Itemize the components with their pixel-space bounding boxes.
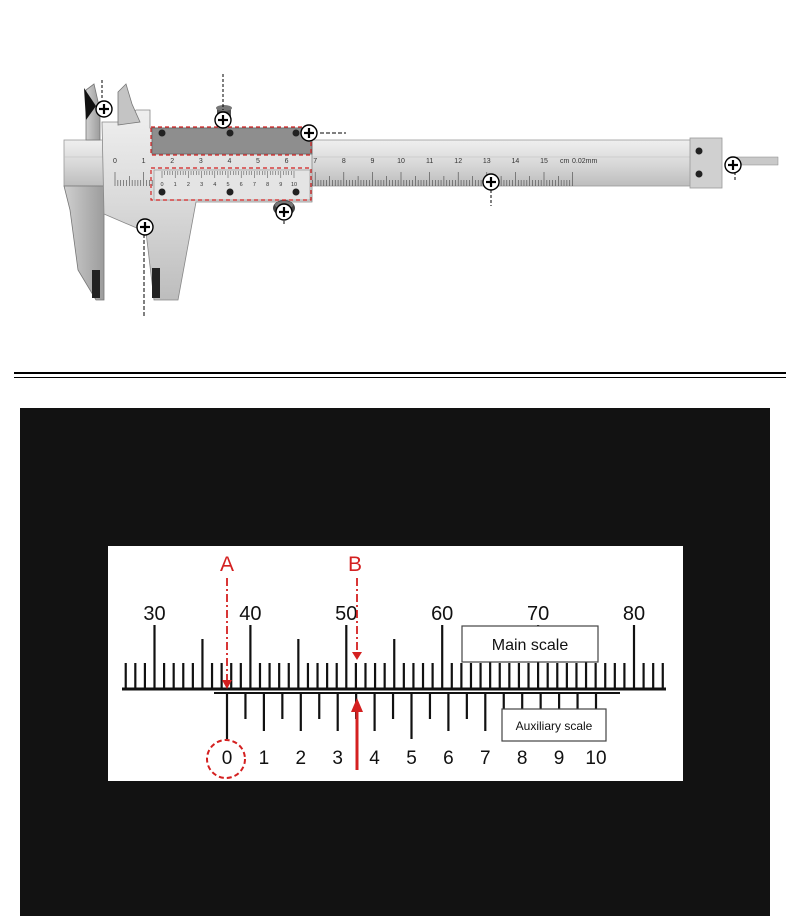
vernier-number: 9 (279, 182, 283, 188)
main-scale-number: 14 (511, 158, 520, 165)
main-scale-number: 8 (341, 158, 346, 165)
main-scale-number: 12 (454, 158, 463, 165)
vernier-number: 1 (173, 182, 177, 188)
main-scale-number: 60 (431, 603, 454, 625)
aux-scale-number: 4 (369, 748, 380, 769)
main-scale-number: 80 (622, 603, 646, 625)
aux-scale-number: 3 (332, 748, 343, 769)
main-scale-number: 2 (170, 158, 175, 165)
main-scale-numbers (143, 603, 645, 625)
aux-scale-number: 6 (443, 748, 454, 769)
main-scale-number: 70 (526, 603, 550, 625)
aux-scale-number: 7 (480, 748, 491, 769)
vernier-number: 10 (290, 182, 298, 188)
aux-scale-numbers (222, 748, 607, 769)
aux-scale-number: 1 (258, 748, 270, 769)
aux-scale-number: 8 (516, 748, 528, 769)
aux-scale-number: 10 (585, 748, 607, 769)
main-scale-number: 50 (335, 603, 358, 625)
callout-plus-icon (137, 219, 153, 235)
vernier-number: 7 (252, 182, 256, 188)
callout-plus-icon (215, 112, 231, 128)
vernier-number: 5 (226, 182, 230, 188)
main-scale-number: 1 (141, 158, 146, 165)
callout-plus-icon (725, 157, 741, 173)
unit-label: cm (560, 158, 570, 165)
main-scale-number: 10 (397, 158, 405, 165)
main-scale-number: 15 (540, 158, 548, 165)
main-scale-number: 5 (256, 158, 260, 165)
main-scale-number: 11 (425, 158, 434, 165)
vernier-number: 6 (239, 182, 243, 188)
callout-plus-icon (96, 101, 112, 117)
aux-scale-number: 5 (406, 748, 417, 769)
marker-b-up-arrow (351, 698, 363, 712)
vernier-number: 2 (186, 182, 190, 188)
main-scale-number: 4 (227, 158, 232, 165)
aux-scale-number: 9 (553, 748, 565, 769)
vernier-number: 0 (160, 182, 164, 188)
vernier-reading-diagram (108, 546, 683, 781)
callout-plus-icon (483, 174, 499, 190)
slider-upper-jaw (118, 84, 140, 125)
precision-label: 0.02mm (572, 158, 598, 165)
section-divider (14, 372, 786, 374)
aux-scale-label: Auxiliary scale (515, 719, 593, 733)
aux-scale-number: 2 (295, 748, 307, 769)
marker-b: B (347, 553, 363, 576)
main-scale-label: Main scale (491, 637, 569, 654)
callout-plus-icon (301, 125, 317, 141)
main-scale-number: 0 (113, 158, 117, 165)
main-scale-number: 3 (198, 158, 203, 165)
main-scale-number: 7 (313, 158, 318, 165)
vernier-number: 4 (213, 182, 217, 188)
vernier-number: 3 (200, 182, 204, 188)
marker-b-arrow (352, 652, 362, 660)
main-scale-number: 6 (284, 158, 289, 165)
beam-end (690, 138, 722, 188)
main-scale-number: 30 (143, 603, 166, 625)
marker-a: A (219, 553, 235, 576)
callout-plus-icon (276, 204, 292, 220)
main-scale-number: 9 (370, 158, 375, 165)
section-divider-thin (14, 377, 786, 378)
vernier-plate (154, 170, 310, 200)
vernier-caliper-illustration (0, 0, 800, 370)
main-scale-number: 40 (239, 603, 262, 625)
aux-scale-number: 0 (221, 748, 233, 769)
vernier-number: 8 (266, 182, 270, 188)
main-scale-number: 13 (482, 158, 491, 165)
